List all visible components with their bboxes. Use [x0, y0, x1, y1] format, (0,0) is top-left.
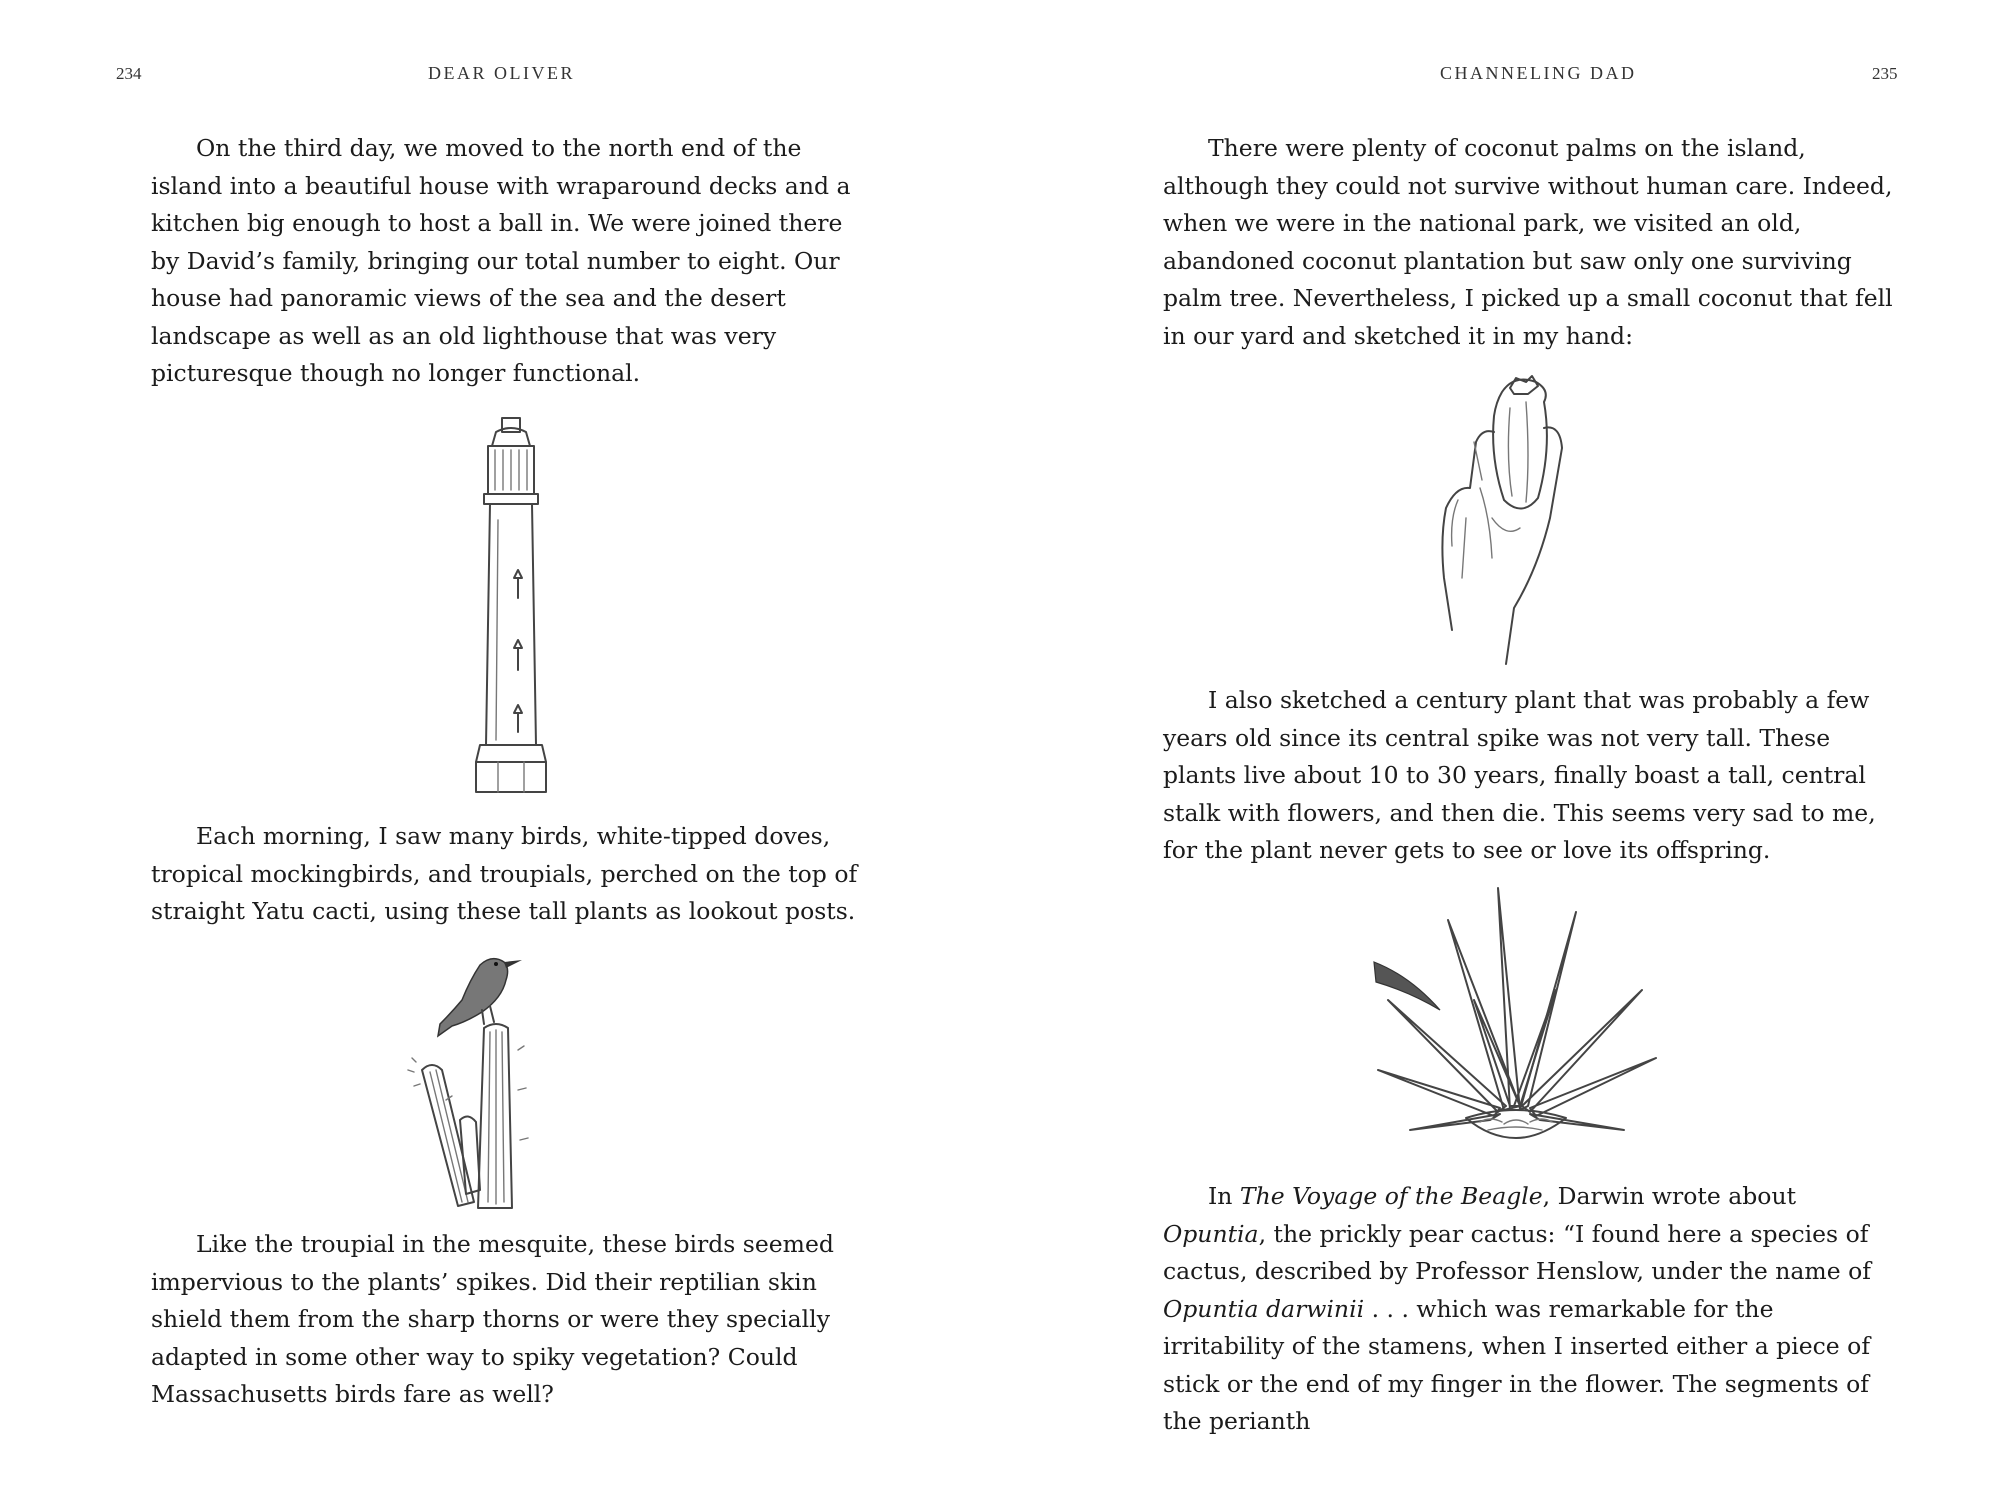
- paragraph-century-plant: I also sketched a century plant that was probably a few years old since its central spike was not very tall. These plants live about 10 to 30 years, finally boast a tall, central stalk with flowers, and then die. This seems very sad to me, for the plant never gets to see or love its offspring.: [1163, 686, 1876, 864]
- paragraph-darwin: [1163, 1178, 1893, 1441]
- text-run: In: [1208, 1182, 1240, 1210]
- running-head: CHANNELING DAD: [1440, 63, 1637, 83]
- paragraph-spikes: Like the troupial in the mesquite, these birds seemed impervious to the plants’ spikes. Did their reptilian skin shield them from the sharp thorns or were they specially adapted in some other way to spiky vegetation? Could Massachusetts birds fare as well?: [151, 1230, 834, 1408]
- species-name: Opuntia darwinii: [1163, 1294, 1365, 1323]
- book-title: The Voyage of the Beagle: [1239, 1182, 1543, 1210]
- right-page: [1000, 0, 2000, 1500]
- century-plant-sketch: [1370, 880, 1660, 1145]
- paragraph-coconut: There were plenty of coconut palms on the island, although they could not survive without human care. Indeed, when we were in the national park, we visited an old, abandoned coconut plantation but saw only one surviving palm tree. Nevertheless, I picked up a small coconut that fell in our yard and sketched it in my hand:: [1163, 134, 1893, 350]
- page-number: 234: [116, 64, 142, 83]
- species-name: Opuntia: [1163, 1219, 1259, 1248]
- page-number: 235: [1872, 64, 1898, 83]
- bird-on-cactus-sketch: [400, 940, 610, 1215]
- lighthouse-sketch: [440, 410, 580, 795]
- paragraph-birds: Each morning, I saw many birds, white-tipped doves, tropical mockingbirds, and troupials, perched on the top of straight Yatu cacti, using these tall plants as lookout posts.: [151, 822, 858, 925]
- text-run: , Darwin wrote about: [1542, 1182, 1797, 1210]
- text-run: , the prickly pear cactus: “I found here a species of cactus, described by Professor Henslow, under the name of: [1163, 1219, 1871, 1285]
- paragraph-lighthouse: On the third day, we moved to the north end of the island into a beautiful house with wraparound decks and a kitchen big enough to host a ball in. We were joined there by David’s family, bringing our total number to eight. Our house had panoramic views of the sea and the desert landscape as well as an old lighthouse that was very picturesque though no longer functional.: [151, 134, 851, 387]
- running-head: DEAR OLIVER: [428, 63, 575, 83]
- coconut-in-hand-sketch: [1410, 368, 1620, 673]
- text-run: . . . which was remarkable for the irritability of the stamens, when I inserted either a piece of stick or the end of my finger in the flower. The segments of the perianth: [1163, 1294, 1871, 1435]
